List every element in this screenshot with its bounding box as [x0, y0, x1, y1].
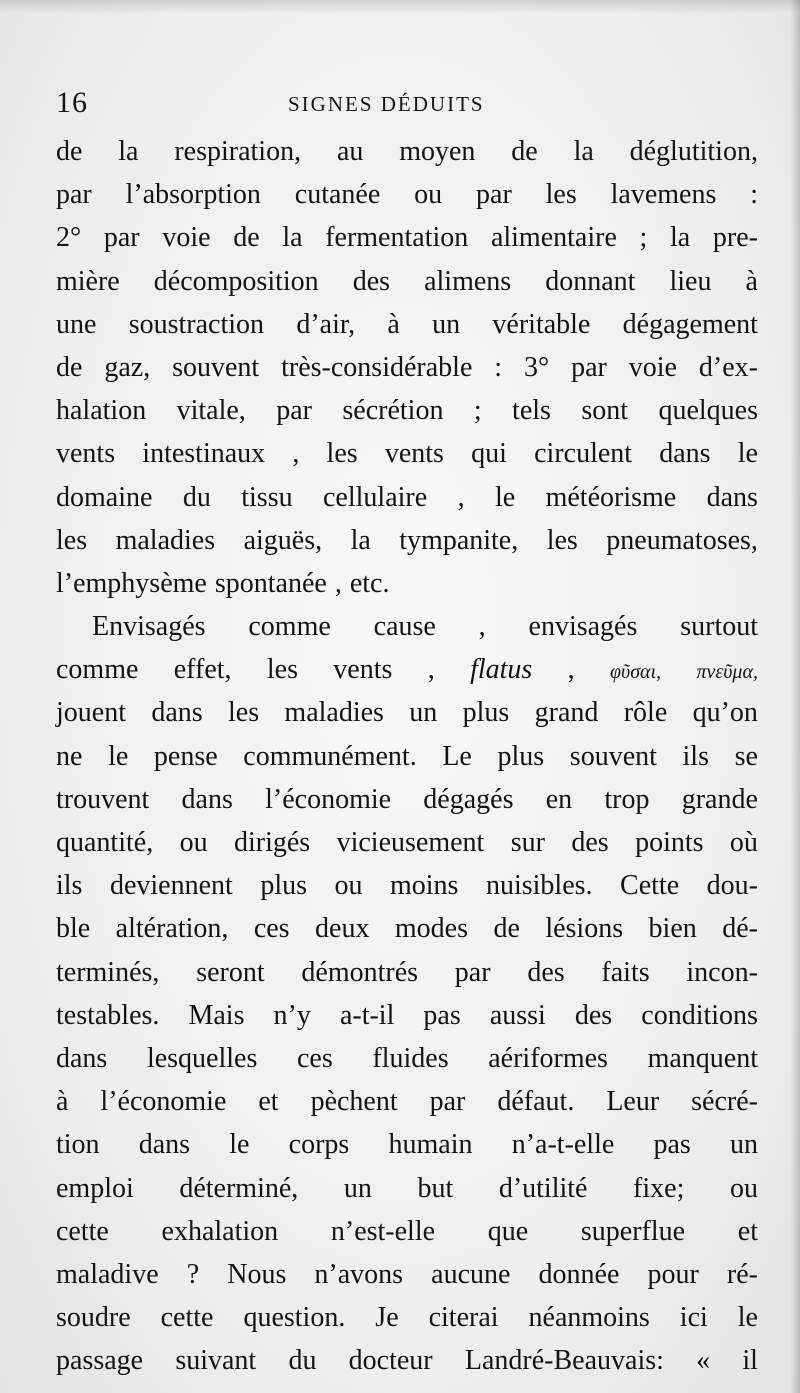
word: ou — [179, 827, 208, 858]
word: la — [573, 136, 594, 167]
word: trouvent — [56, 783, 150, 815]
word: cutanée — [294, 179, 381, 211]
word: donnée — [538, 1258, 620, 1290]
word: quelques — [658, 395, 758, 427]
word: grand — [534, 697, 599, 729]
word: l’économie — [265, 783, 392, 815]
word: mière — [56, 265, 120, 297]
text-line — [56, 735, 758, 778]
word: soustraction — [128, 308, 265, 340]
word: par — [454, 956, 491, 988]
word: un — [343, 1172, 372, 1204]
word: aériformes — [488, 1042, 608, 1074]
word: tels — [512, 395, 551, 427]
word: incon- — [686, 956, 758, 988]
word: maladies — [115, 524, 216, 556]
word: par — [476, 179, 512, 211]
word: soudre — [56, 1302, 131, 1334]
word: Mais — [188, 999, 245, 1031]
word: ces — [297, 1042, 333, 1074]
word: spontanée — [214, 567, 327, 599]
word: pneumatoses, — [606, 524, 758, 556]
word: docteur — [348, 1345, 433, 1377]
word: intestinaux — [142, 438, 266, 470]
text-line — [56, 907, 758, 950]
word: fermentation — [325, 222, 469, 254]
text-line — [56, 562, 758, 605]
word: Envisagés — [92, 611, 206, 643]
word: pour — [647, 1258, 699, 1290]
word: très-considérable — [281, 351, 473, 383]
text-line — [56, 130, 758, 173]
word: de — [56, 351, 83, 383]
word: lésions — [545, 913, 624, 945]
word: dans — [706, 481, 758, 513]
word: , — [292, 438, 300, 470]
word: le — [494, 481, 516, 513]
word: l’économie — [100, 1086, 227, 1118]
word: du — [288, 1345, 317, 1377]
word: tion — [56, 1129, 100, 1161]
text-line — [56, 1210, 758, 1253]
word: faits — [601, 956, 650, 988]
word: de — [56, 136, 83, 167]
word: voie — [162, 222, 211, 254]
word: n’est-elle — [330, 1215, 436, 1247]
text-line — [56, 951, 758, 994]
word: , — [478, 611, 486, 643]
word: rôle — [623, 697, 668, 729]
word: la — [118, 136, 139, 167]
word: sur — [510, 827, 545, 858]
word: et — [258, 1086, 279, 1118]
word: maladive — [56, 1258, 159, 1290]
word: sont — [581, 395, 629, 427]
word: où — [729, 827, 758, 858]
word: déglutition, — [629, 136, 758, 167]
word: vents — [56, 438, 116, 470]
word: jouent — [56, 697, 126, 729]
word: ces — [253, 913, 290, 945]
word: dé- — [722, 913, 758, 945]
word: ré- — [726, 1258, 758, 1290]
word: la — [670, 222, 691, 254]
word: pas — [653, 1129, 691, 1161]
word: un — [730, 1129, 758, 1161]
word: défaut. — [497, 1086, 575, 1118]
text-line — [56, 648, 758, 691]
word: que — [487, 1215, 529, 1247]
text-line — [56, 691, 758, 734]
text-line — [56, 1167, 758, 1210]
word: par — [103, 222, 140, 254]
word: dans — [659, 438, 711, 470]
text-line — [56, 1253, 758, 1296]
word: dégagés — [423, 783, 514, 815]
word: a-t-il — [339, 999, 395, 1031]
word: , — [567, 654, 575, 686]
word: passage — [56, 1345, 144, 1377]
word: respiration, — [174, 136, 302, 167]
word: ou — [729, 1172, 758, 1204]
word: flatus — [470, 654, 533, 686]
word: de — [493, 913, 520, 945]
word: par — [276, 395, 312, 427]
word: , — [427, 654, 435, 686]
word: exhalation — [161, 1215, 279, 1247]
word: des — [352, 265, 391, 297]
word: : — [494, 351, 503, 383]
word: Leur — [606, 1086, 660, 1118]
word: dégagement — [622, 308, 758, 340]
word: ou — [334, 870, 363, 902]
word: communément. — [243, 740, 417, 772]
word: but — [417, 1172, 454, 1204]
word: véritable — [492, 308, 591, 340]
word: à — [745, 265, 758, 297]
word: les — [545, 179, 577, 211]
word: Nous — [227, 1258, 287, 1290]
word: l’absorption — [125, 179, 261, 211]
word: d’air, — [296, 308, 356, 340]
word: tympanite, — [399, 524, 519, 556]
word: etc. — [349, 567, 390, 599]
word: humain — [388, 1129, 473, 1161]
word: Je — [375, 1302, 399, 1334]
text-line — [56, 519, 758, 562]
word: comme — [56, 654, 139, 686]
word: « — [696, 1345, 711, 1377]
word: altération, — [115, 913, 229, 945]
word: dans — [151, 697, 203, 729]
word: ; — [473, 395, 482, 427]
word: néanmoins — [528, 1302, 650, 1334]
text-line — [56, 303, 758, 346]
word: lieu — [669, 265, 712, 297]
word: fluides — [372, 1042, 449, 1074]
word: par — [571, 351, 607, 383]
text-line — [56, 389, 758, 432]
text-line — [56, 346, 758, 389]
word: nuisibles. — [485, 870, 593, 902]
word: grande — [681, 783, 758, 815]
word: un — [432, 308, 461, 340]
word: le — [737, 1302, 758, 1334]
word: se — [734, 740, 758, 772]
text-line — [56, 1339, 758, 1382]
word: alimens — [424, 265, 512, 297]
word: ble — [56, 913, 91, 945]
word: les — [546, 524, 578, 556]
page-edge-shadow — [790, 0, 800, 1393]
word: un — [409, 697, 438, 729]
word: dans — [56, 1042, 108, 1074]
word: qu’on — [692, 697, 758, 729]
word: des — [571, 827, 609, 858]
word: dirigés — [233, 827, 311, 858]
word: pre- — [712, 222, 758, 254]
word: points — [635, 827, 704, 858]
word: donnant — [545, 265, 636, 297]
word: vitale, — [176, 395, 246, 427]
word: πνεῦμα, — [696, 661, 758, 684]
word: en — [545, 783, 573, 815]
word: cette — [160, 1302, 214, 1334]
text-line — [56, 821, 758, 864]
word: dans — [138, 1129, 191, 1161]
word: le — [108, 740, 129, 772]
word: plus — [260, 870, 307, 902]
word: Landré-Beauvais: — [464, 1345, 664, 1377]
word: dou- — [706, 870, 758, 902]
word: le — [229, 1129, 250, 1161]
word: vents — [384, 438, 444, 470]
text-line — [56, 778, 758, 821]
word: aiguës, — [243, 524, 323, 556]
word: de — [511, 136, 538, 167]
word: aussi — [489, 999, 546, 1031]
text-line — [56, 605, 758, 648]
text-line — [56, 864, 758, 907]
word: le — [737, 438, 758, 470]
word: tissu — [241, 481, 293, 513]
word: 3° — [523, 351, 550, 383]
word: terminés, — [56, 956, 160, 988]
word: bien — [648, 913, 697, 945]
word: φῦσαι, — [609, 661, 662, 684]
word: lavemens — [610, 179, 717, 211]
word: manquent — [647, 1042, 758, 1074]
word: : — [750, 179, 758, 211]
word: pas — [423, 999, 461, 1031]
word: les — [227, 697, 260, 729]
word: vicieusement — [336, 827, 485, 858]
word: dans — [181, 783, 233, 815]
word: comme — [248, 611, 331, 643]
word: des — [574, 999, 613, 1031]
word: par — [56, 179, 92, 211]
word: des — [527, 956, 565, 988]
word: la — [350, 524, 371, 556]
text-line — [56, 1296, 758, 1339]
word: domaine — [56, 481, 153, 513]
word: vents — [333, 654, 393, 686]
word: emploi — [56, 1172, 134, 1204]
word: superflue — [580, 1215, 686, 1247]
word: il — [742, 1345, 758, 1377]
word: surtout — [680, 611, 758, 643]
word: démontrés — [301, 956, 419, 988]
word: question. — [243, 1302, 346, 1334]
word: conditions — [641, 999, 758, 1031]
word: ils — [56, 870, 83, 902]
word: effet, — [173, 654, 232, 686]
word: à — [56, 1086, 69, 1118]
word: maladies — [284, 697, 384, 729]
word: envisagés — [528, 611, 638, 643]
word: qui — [471, 438, 507, 470]
text-line — [56, 1080, 758, 1123]
word: modes — [394, 913, 469, 945]
word: ne — [56, 740, 83, 772]
word: d’utilité — [498, 1172, 588, 1204]
word: ? — [186, 1258, 200, 1290]
word: ou — [414, 179, 443, 211]
word: du — [182, 481, 211, 513]
text-line — [56, 476, 758, 519]
text-line — [56, 1037, 758, 1080]
word: lesquelles — [146, 1042, 258, 1074]
word: , — [457, 481, 465, 513]
word: une — [56, 308, 97, 340]
word: la — [282, 222, 303, 254]
word: cellulaire — [323, 481, 428, 513]
text-line — [56, 173, 758, 216]
word: de — [233, 222, 260, 254]
text-line — [56, 994, 758, 1037]
word: voie — [628, 351, 677, 383]
word: déterminé, — [179, 1172, 299, 1204]
page-number: 16 — [56, 86, 88, 119]
word: sécré- — [691, 1086, 758, 1118]
word: aucune — [431, 1258, 511, 1290]
body-text — [56, 130, 758, 1382]
text-line — [56, 216, 758, 259]
word: ; — [639, 222, 648, 254]
word: plus — [497, 740, 545, 772]
word: gaz, — [104, 351, 151, 383]
word: décomposition — [153, 265, 319, 297]
word: ici — [679, 1302, 708, 1334]
word: pèchent — [310, 1086, 398, 1118]
word: quantité, — [56, 827, 154, 858]
word: les — [326, 438, 358, 470]
word: souvent — [569, 740, 657, 772]
word: n’avons — [314, 1258, 404, 1290]
text-line — [56, 260, 758, 303]
word: circulent — [534, 438, 633, 470]
word: les — [266, 654, 298, 686]
word: par — [429, 1086, 466, 1118]
word: d’ex- — [698, 351, 758, 383]
word: 2° — [56, 222, 82, 254]
word: n’a-t-elle — [511, 1129, 615, 1161]
word: moins — [390, 870, 459, 902]
word: Le — [442, 740, 472, 772]
word: seront — [196, 956, 265, 988]
word: deux — [315, 913, 370, 945]
word: testables. — [56, 999, 160, 1031]
word: l’emphysème — [56, 567, 207, 599]
word: à — [387, 308, 400, 340]
word: n’y — [273, 999, 311, 1031]
word: pense — [153, 740, 218, 772]
text-line — [56, 1123, 758, 1166]
word: trop — [604, 783, 650, 815]
text-line — [56, 432, 758, 475]
word: et — [737, 1215, 758, 1247]
word: citerai — [428, 1302, 499, 1334]
word: alimentaire — [490, 222, 617, 254]
word: moyen — [399, 136, 476, 167]
running-head: SIGNES DÉDUITS — [288, 92, 485, 116]
word: halation — [56, 395, 147, 427]
word: les — [56, 524, 88, 556]
word: ils — [682, 740, 709, 772]
word: fixe; — [633, 1172, 685, 1204]
word: souvent — [172, 351, 260, 383]
page-header — [56, 86, 746, 126]
word: corps — [288, 1129, 350, 1161]
word: météorisme — [545, 481, 677, 513]
word: cause — [373, 611, 436, 643]
word: cette — [56, 1215, 109, 1247]
word: sécrétion — [342, 395, 444, 427]
word: suivant — [175, 1345, 257, 1377]
word: , — [334, 567, 342, 599]
word: au — [336, 136, 364, 167]
page-top-shadow — [0, 0, 800, 14]
word: plus — [462, 697, 510, 729]
word: deviennent — [109, 870, 233, 902]
word: Cette — [620, 870, 680, 902]
